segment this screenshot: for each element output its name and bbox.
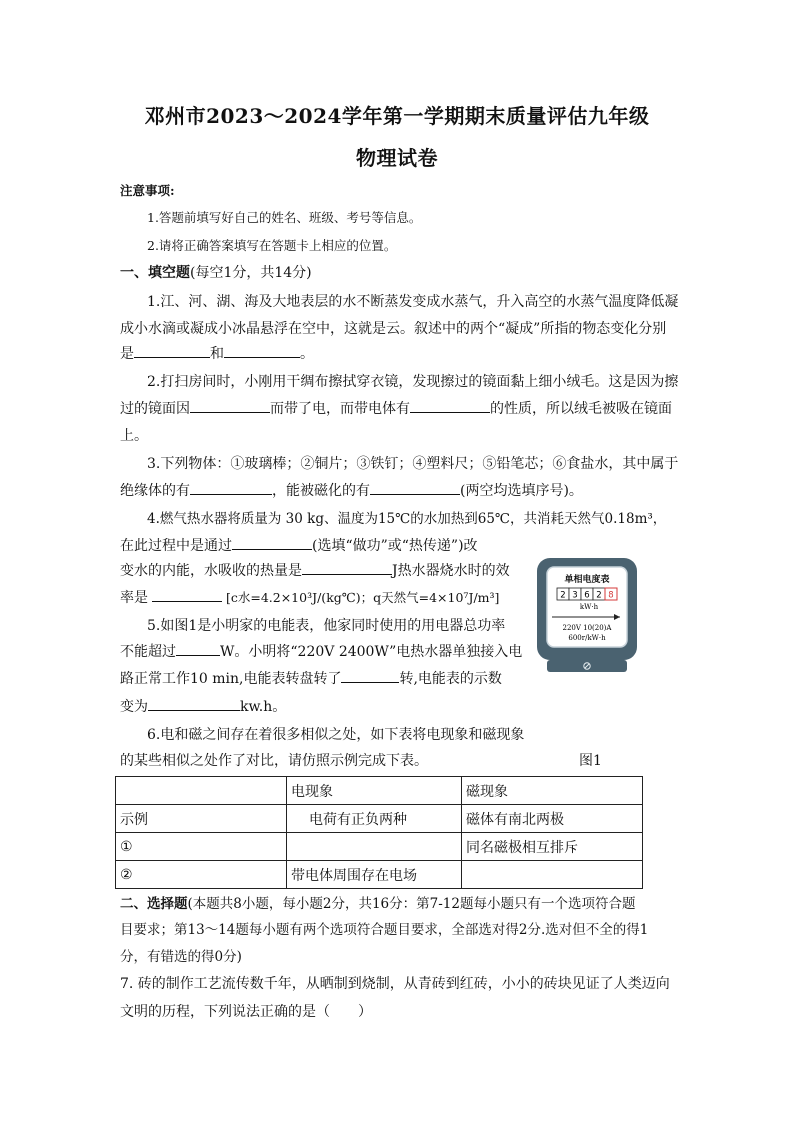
q3-text-c: (两空均选填序号)。 bbox=[460, 483, 583, 499]
meter-digit-5: 8 bbox=[608, 590, 614, 601]
q5-line3 bbox=[120, 668, 502, 688]
q2-text-a: 过的镜面因 bbox=[120, 401, 190, 417]
table-cell: 电荷有正负两种 bbox=[287, 805, 462, 833]
q7-line1: 7. 砖的制作工艺流传数千年，从晒制到烧制，从青砖到红砖，小小的砖块见证了人类迈向 bbox=[120, 976, 670, 992]
q3-text-a: 绝缘体的有 bbox=[120, 483, 190, 499]
q4-text-e: 率是 bbox=[120, 590, 148, 606]
q4-text-c: 变水的内能，水吸收的热量是 bbox=[120, 563, 302, 579]
meter-digit-4: 2 bbox=[596, 590, 602, 601]
q5-blank-1[interactable] bbox=[176, 642, 220, 656]
q4-text-b: (选填“做功”或“热传递”)改 bbox=[312, 538, 478, 554]
q1-line3 bbox=[120, 343, 314, 363]
table-header-cell bbox=[116, 777, 287, 805]
table-cell: 磁体有南北两极 bbox=[462, 805, 643, 833]
q3-blank-2[interactable] bbox=[370, 481, 460, 495]
q5-line4 bbox=[120, 696, 286, 716]
q6-line2: 的某些相似之处作了对比，请仿照示例完成下表。 bbox=[120, 753, 428, 769]
q2-line2 bbox=[120, 398, 672, 418]
meter-digit-1: 2 bbox=[560, 590, 566, 601]
comparison-table bbox=[115, 776, 643, 889]
q3-line2 bbox=[120, 480, 583, 500]
q5-text-f: kw.h。 bbox=[240, 699, 287, 715]
electric-meter-figure bbox=[534, 556, 640, 674]
q4-line2 bbox=[120, 535, 478, 555]
meter-drawing bbox=[534, 556, 640, 674]
q5-text-a: 不能超过 bbox=[120, 644, 176, 660]
q1-line2: 成小水滴或凝成小冰晶悬浮在空中，这就是云。叙述中的两个“凝成”所指的物态变化分别 bbox=[120, 321, 667, 337]
notice-heading: 注意事项: bbox=[120, 183, 175, 198]
q5-text-e: 变为 bbox=[120, 699, 148, 715]
q1-line1: 1.江、河、湖、海及大地表层的水不断蒸发变成水蒸气，升入高空的水蒸气温度降低凝 bbox=[147, 294, 679, 310]
q4-line3 bbox=[120, 560, 510, 580]
table-cell-answer[interactable] bbox=[287, 833, 462, 861]
section2-line2: 目要求；第13～14题每小题有两个选项符合题目要求，全部选对得2分.选对但不全的得1 bbox=[120, 922, 649, 938]
q2-text-c: 的性质，所以绒毛被吸在镜面 bbox=[490, 401, 672, 417]
q1-text-c: 。 bbox=[300, 346, 314, 362]
notice-item-1: 1.答题前填写好自己的姓名、班级、考号等信息。 bbox=[147, 210, 422, 225]
section2-label: 二、选择题 bbox=[120, 896, 188, 912]
q5-blank-2[interactable] bbox=[341, 669, 399, 683]
q4-blank-1[interactable] bbox=[232, 536, 312, 550]
q4-text-a: 在此过程中是通过 bbox=[120, 538, 232, 554]
q4-line1: 4.燃气热水器将质量为 30 kg、温度为15℃的水加热到65℃，共消耗天然气0.18m³， bbox=[147, 511, 667, 527]
q1-text-b: 和 bbox=[210, 346, 224, 362]
meter-title: 单相电度表 bbox=[564, 575, 610, 585]
q4-blank-2[interactable] bbox=[302, 561, 392, 575]
table-row bbox=[116, 805, 643, 833]
q3-blank-1[interactable] bbox=[190, 481, 272, 495]
exam-title: 邓州市2023～2024学年第一学期期末质量评估九年级 bbox=[144, 104, 650, 128]
q4-text-d: J热水器烧水时的效 bbox=[392, 563, 510, 579]
meter-digit-2: 3 bbox=[572, 590, 578, 601]
q7-line2: 文明的历程，下列说法正确的是（ ） bbox=[120, 1004, 372, 1020]
q5-blank-3[interactable] bbox=[148, 697, 240, 711]
q4-formula: [c水=4.2×10³J/(kg℃)；q天然气=4×10⁷J/m³] bbox=[225, 590, 500, 605]
q5-line1: 5.如图1是小明家的电能表，他家同时使用的用电器总功率 bbox=[147, 618, 506, 634]
table-row bbox=[116, 861, 643, 889]
q5-line2 bbox=[120, 641, 522, 661]
meter-constant: 600r/kW·h bbox=[568, 634, 606, 642]
q5-text-c: 路正常工作10 min,电能表转盘转了 bbox=[120, 671, 342, 687]
q3-text-b: ，能被磁化的有 bbox=[272, 483, 370, 499]
q1-text-a: 是 bbox=[120, 346, 134, 362]
table-header-cell: 电现象 bbox=[287, 777, 462, 805]
q2-line3: 上。 bbox=[120, 428, 148, 444]
table-cell-answer[interactable] bbox=[462, 861, 643, 889]
q2-blank-2[interactable] bbox=[410, 399, 490, 413]
table-cell: ① bbox=[116, 833, 287, 861]
meter-unit: kW·h bbox=[579, 603, 599, 611]
q3-line1: 3.下列物体：①玻璃棒；②铜片；③铁钉；④塑料尺；⑤铅笔芯；⑥食盐水，其中属于 bbox=[147, 456, 679, 472]
table-cell: 示例 bbox=[116, 805, 287, 833]
meter-rating: 220V 10(20)A bbox=[562, 624, 612, 632]
section2-note: (本题共8小题，每小题2分，共16分：第7-12题每小题只有一个选项符合题 bbox=[187, 896, 636, 912]
table-header-row bbox=[116, 777, 643, 805]
exam-subtitle: 物理试卷 bbox=[356, 146, 438, 170]
q4-blank-3[interactable] bbox=[152, 588, 222, 602]
section2-line1 bbox=[120, 892, 635, 912]
q5-text-b: W。小明将“220V 2400W”电热水器单独接入电 bbox=[220, 644, 523, 660]
section1-note: (每空1分，共14分) bbox=[190, 265, 312, 281]
q1-blank-1[interactable] bbox=[134, 344, 210, 358]
q2-blank-1[interactable] bbox=[190, 399, 270, 413]
section1-label: 一、填空题 bbox=[120, 265, 190, 281]
section1-heading bbox=[120, 262, 312, 282]
q5-text-d: 转,电能表的示数 bbox=[399, 671, 502, 687]
q4-line4 bbox=[120, 587, 499, 607]
table-row bbox=[116, 833, 643, 861]
table-cell: ② bbox=[116, 861, 287, 889]
table-header-cell: 磁现象 bbox=[462, 777, 643, 805]
figure-caption: 图1 bbox=[579, 753, 602, 769]
q6-line1: 6.电和磁之间存在着很多相似之处，如下表将电现象和磁现象 bbox=[147, 727, 525, 743]
q1-blank-2[interactable] bbox=[224, 344, 300, 358]
notice-item-2: 2.请将正确答案填写在答题卡上相应的位置。 bbox=[147, 238, 397, 253]
meter-digit-3: 6 bbox=[584, 590, 590, 601]
q2-text-b: 而带了电，而带电体有 bbox=[270, 401, 410, 417]
table-cell: 带电体周围存在电场 bbox=[287, 861, 462, 889]
section2-line3: 分，有错选的得0分) bbox=[120, 949, 242, 965]
table-cell: 同名磁极相互排斥 bbox=[462, 833, 643, 861]
q2-line1: 2.打扫房间时，小刚用干绸布擦拭穿衣镜，发现擦过的镜面黏上细小绒毛。这是因为擦 bbox=[147, 374, 679, 390]
